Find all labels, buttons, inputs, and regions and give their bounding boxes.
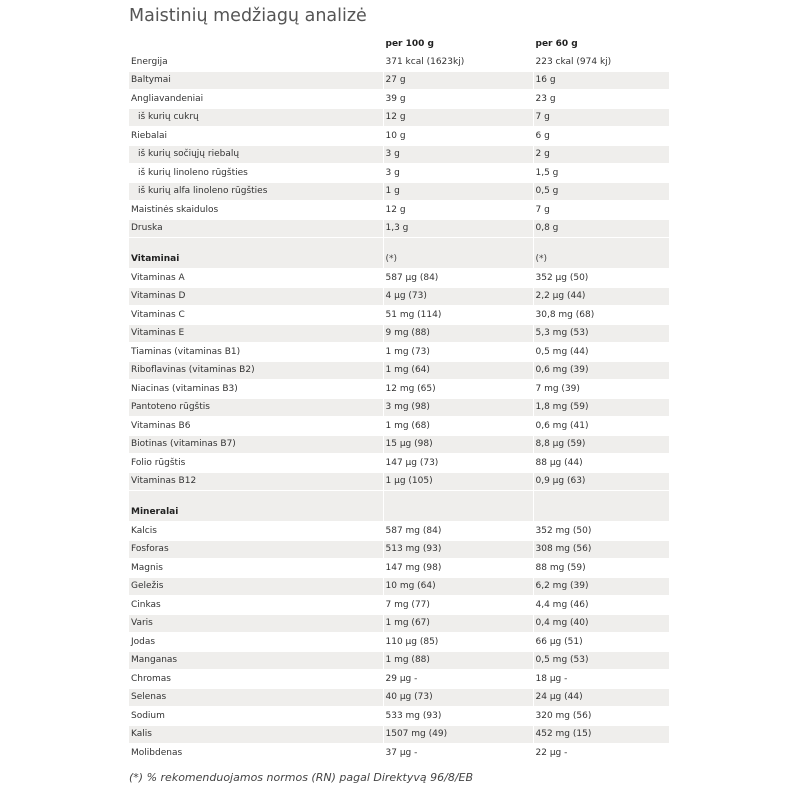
nutrient-name: iš kurių alfa linoleno rūgšties [129, 182, 383, 201]
table-row [129, 633, 669, 652]
nutrient-name: Sodium [129, 707, 383, 726]
value-per-60g: 0,6 mg (39) [533, 361, 669, 380]
value-per-60g: 7 g [533, 201, 669, 220]
value-per-100g: 39 g [383, 90, 533, 109]
nutrient-name: Biotinas (vitaminas B7) [129, 435, 383, 454]
table-row [129, 614, 669, 633]
value-per-60g: 30,8 mg (68) [533, 306, 669, 325]
value-per-100g: 10 mg (64) [383, 577, 533, 596]
nutrient-name: Riboflavinas (vitaminas B2) [129, 361, 383, 380]
value-per-60g: 0,5 mg (44) [533, 343, 669, 362]
value-per-60g: 1,8 mg (59) [533, 398, 669, 417]
value-per-100g: 15 μg (98) [383, 435, 533, 454]
nutrient-name: Vitaminas B6 [129, 417, 383, 436]
nutrient-name: Jodas [129, 633, 383, 652]
table-row [129, 164, 669, 183]
value-per-100g: 1 mg (68) [383, 417, 533, 436]
table-row [129, 380, 669, 399]
column-header-per-100g: per 100 g [383, 35, 533, 53]
table-row [129, 688, 669, 707]
nutrient-name: Vitaminas C [129, 306, 383, 325]
column-header-nutrient [129, 35, 383, 53]
table-row [129, 324, 669, 343]
table-row [129, 435, 669, 454]
value-per-60g: 2,2 μg (44) [533, 287, 669, 306]
table-row [129, 725, 669, 744]
table-row [129, 269, 669, 288]
table-row [129, 287, 669, 306]
table-row [129, 596, 669, 615]
value-per-60g: 22 μg - [533, 744, 669, 763]
value-per-100g: 147 μg (73) [383, 454, 533, 473]
nutrient-name: Vitaminas A [129, 269, 383, 288]
value-per-100g: 587 μg (84) [383, 269, 533, 288]
value-per-60g: 24 μg (44) [533, 688, 669, 707]
nutrient-name: Riebalai [129, 127, 383, 146]
nutrient-name: Kalis [129, 725, 383, 744]
value-per-60g: 352 μg (50) [533, 269, 669, 288]
value-per-60g: 0,8 g [533, 219, 669, 238]
value-per-100g: 29 μg - [383, 670, 533, 689]
value-per-100g: 7 mg (77) [383, 596, 533, 615]
value-per-60g: 88 mg (59) [533, 559, 669, 578]
value-per-100g: 587 mg (84) [383, 522, 533, 541]
table-row [129, 201, 669, 220]
value-per-100g: 147 mg (98) [383, 559, 533, 578]
value-per-100g: 4 μg (73) [383, 287, 533, 306]
value-per-100g: 371 kcal (1623kj) [383, 53, 533, 72]
value-per-60g: 0,5 g [533, 182, 669, 201]
table-row [129, 472, 669, 491]
nutrient-name: Varis [129, 614, 383, 633]
nutrient-name: Vitaminas D [129, 287, 383, 306]
value-per-100g: 110 μg (85) [383, 633, 533, 652]
nutrient-name: Energija [129, 53, 383, 72]
vitamins-value-per-100g: (*) [383, 238, 533, 269]
value-per-60g: 223 ckal (974 kj) [533, 53, 669, 72]
nutrient-name: Pantoteno rūgštis [129, 398, 383, 417]
value-per-60g: 6,2 mg (39) [533, 577, 669, 596]
value-per-60g: 88 μg (44) [533, 454, 669, 473]
nutrition-table-body [129, 35, 669, 762]
table-row [129, 417, 669, 436]
value-per-60g: 0,6 mg (41) [533, 417, 669, 436]
table-row [129, 343, 669, 362]
nutrient-name: Tiaminas (vitaminas B1) [129, 343, 383, 362]
table-row [129, 559, 669, 578]
table-row [129, 398, 669, 417]
vitamins-header-row [129, 238, 669, 269]
vitamins-value-per-60g: (*) [533, 238, 669, 269]
value-per-100g: 10 g [383, 127, 533, 146]
value-per-100g: 37 μg - [383, 744, 533, 763]
nutrient-name: Angliavandeniai [129, 90, 383, 109]
nutrient-name: iš kurių sočiųjų riebalų [129, 145, 383, 164]
nutrient-name: Baltymai [129, 71, 383, 90]
value-per-60g: 7 g [533, 108, 669, 127]
page-title: Maistinių medžiagų analizė [129, 6, 367, 26]
table-row [129, 540, 669, 559]
value-per-60g: 2 g [533, 145, 669, 164]
value-per-100g: 12 g [383, 108, 533, 127]
value-per-60g: 7 mg (39) [533, 380, 669, 399]
nutrient-name: Druska [129, 219, 383, 238]
value-per-100g: 533 mg (93) [383, 707, 533, 726]
value-per-60g: 6 g [533, 127, 669, 146]
value-per-100g: 1 g [383, 182, 533, 201]
minerals-nutrient-name: Mineralai [129, 491, 383, 522]
nutrient-name: Geležis [129, 577, 383, 596]
nutrient-name: Maistinės skaidulos [129, 201, 383, 220]
table-row [129, 361, 669, 380]
minerals-header-row [129, 491, 669, 522]
value-per-60g: 452 mg (15) [533, 725, 669, 744]
value-per-60g: 0,4 mg (40) [533, 614, 669, 633]
value-per-100g: 9 mg (88) [383, 324, 533, 343]
value-per-60g: 5,3 mg (53) [533, 324, 669, 343]
value-per-100g: 1,3 g [383, 219, 533, 238]
value-per-60g: 16 g [533, 71, 669, 90]
table-row [129, 522, 669, 541]
nutrient-name: Magnis [129, 559, 383, 578]
value-per-100g: 40 μg (73) [383, 688, 533, 707]
table-row [129, 90, 669, 109]
table-header-row [129, 35, 669, 53]
value-per-60g: 4,4 mg (46) [533, 596, 669, 615]
nutrient-name: Molibdenas [129, 744, 383, 763]
column-header-per-60g: per 60 g [533, 35, 669, 53]
vitamins-nutrient-name: Vitaminai [129, 238, 383, 269]
nutrient-name: iš kurių cukrų [129, 108, 383, 127]
minerals-value-per-60g [533, 491, 669, 522]
value-per-100g: 3 g [383, 145, 533, 164]
table-row [129, 182, 669, 201]
value-per-100g: 513 mg (93) [383, 540, 533, 559]
value-per-100g: 51 mg (114) [383, 306, 533, 325]
value-per-60g: 8,8 μg (59) [533, 435, 669, 454]
value-per-100g: 1 mg (73) [383, 343, 533, 362]
value-per-60g: 0,5 mg (53) [533, 651, 669, 670]
table-row [129, 71, 669, 90]
value-per-60g: 23 g [533, 90, 669, 109]
table-row [129, 651, 669, 670]
value-per-60g: 66 μg (51) [533, 633, 669, 652]
table-row [129, 53, 669, 72]
minerals-value-per-100g [383, 491, 533, 522]
table-row [129, 670, 669, 689]
value-per-60g: 18 μg - [533, 670, 669, 689]
value-per-100g: 1 mg (64) [383, 361, 533, 380]
value-per-60g: 308 mg (56) [533, 540, 669, 559]
value-per-100g: 1 mg (88) [383, 651, 533, 670]
nutrient-name: Selenas [129, 688, 383, 707]
nutrient-name: Chromas [129, 670, 383, 689]
footnote: (*) % rekomenduojamos normos (RN) pagal Direktyvą 96/8/EB [129, 771, 474, 784]
table-row [129, 145, 669, 164]
value-per-100g: 27 g [383, 71, 533, 90]
nutrient-name: Kalcis [129, 522, 383, 541]
nutrient-name: Niacinas (vitaminas B3) [129, 380, 383, 399]
value-per-100g: 3 g [383, 164, 533, 183]
value-per-100g: 12 mg (65) [383, 380, 533, 399]
table-row [129, 577, 669, 596]
nutrient-name: Folio rūgštis [129, 454, 383, 473]
value-per-100g: 1 μg (105) [383, 472, 533, 491]
table-row [129, 306, 669, 325]
table-row [129, 744, 669, 763]
value-per-100g: 12 g [383, 201, 533, 220]
table-row [129, 108, 669, 127]
nutrient-name: Vitaminas B12 [129, 472, 383, 491]
nutrient-name: Vitaminas E [129, 324, 383, 343]
nutrition-table [129, 35, 669, 763]
value-per-60g: 0,9 μg (63) [533, 472, 669, 491]
nutrient-name: Manganas [129, 651, 383, 670]
nutrient-name: Cinkas [129, 596, 383, 615]
table-row [129, 219, 669, 238]
table-row [129, 454, 669, 473]
table-row [129, 127, 669, 146]
value-per-60g: 352 mg (50) [533, 522, 669, 541]
value-per-100g: 1507 mg (49) [383, 725, 533, 744]
nutrient-name: iš kurių linoleno rūgšties [129, 164, 383, 183]
value-per-60g: 1,5 g [533, 164, 669, 183]
value-per-100g: 1 mg (67) [383, 614, 533, 633]
table-row [129, 707, 669, 726]
value-per-100g: 3 mg (98) [383, 398, 533, 417]
value-per-60g: 320 mg (56) [533, 707, 669, 726]
nutrient-name: Fosforas [129, 540, 383, 559]
